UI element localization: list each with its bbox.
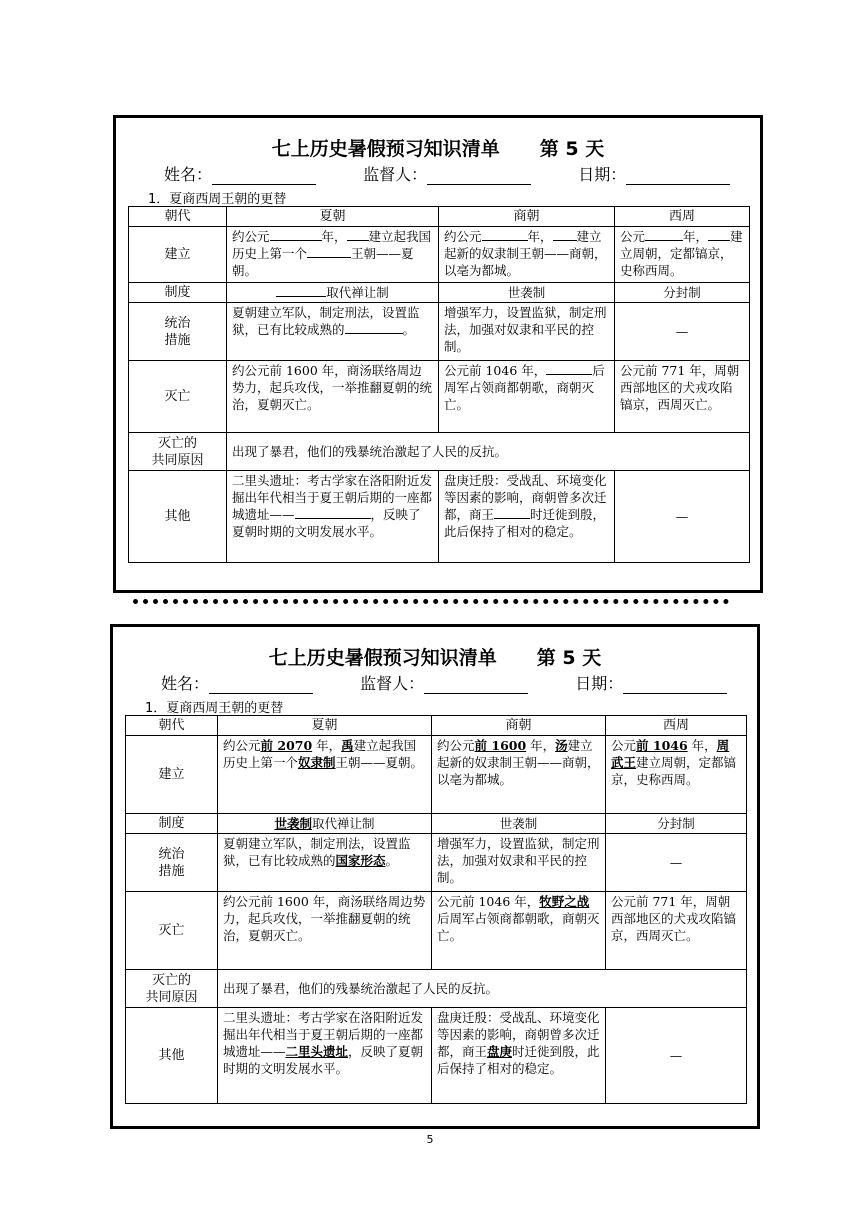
row-label-other: 其他: [126, 1008, 218, 1104]
table-row-measures: [126, 834, 747, 892]
section-heading: 1．夏商西周王朝的更替: [148, 192, 287, 207]
name-label: 姓名：: [161, 674, 210, 693]
blank[interactable]: [345, 321, 403, 334]
cell-xia-other: 二里头遗址：考古学家在洛阳附近发掘出年代相当于夏王朝后期的一座都城遗址——二里头遗址，反映了夏朝时期的文明发展水平。: [218, 1008, 432, 1104]
cell-xia-system: 世袭制取代禅让制: [218, 814, 432, 834]
table-row-other: [126, 1008, 747, 1104]
cell-xia-fall: 约公元前 1600 年，商汤联络周边势力，起兵攻伐，一举推翻夏朝的统治，夏朝灭亡。: [227, 361, 439, 433]
table-header-row: [126, 716, 747, 736]
supervisor-field[interactable]: [427, 170, 531, 185]
day-label: 第 5 天: [536, 647, 602, 669]
date-label: 日期：: [578, 165, 627, 184]
section-heading: 1．夏商西周王朝的更替: [145, 701, 284, 716]
table-row-system: [129, 283, 750, 303]
answer: 周武王: [611, 738, 730, 770]
cell-zhou-fall: 公元前 771 年，周朝西部地区的犬戎攻陷镐京，西周灭亡。: [606, 892, 747, 970]
blank[interactable]: [546, 362, 592, 375]
table-row-fall: [129, 361, 750, 433]
worksheet-blank: [113, 115, 763, 593]
table-row-founding: [126, 736, 747, 814]
cell-shang-fall: 公元前 1046 年， 后周军占领商都朝歌，商朝灭亡。: [439, 361, 615, 433]
header-dynasty: 朝代: [126, 716, 218, 736]
header-dynasty: 朝代: [129, 207, 227, 227]
blank[interactable]: [276, 284, 326, 297]
cell-zhou-system: 分封制: [615, 283, 750, 303]
cell-xia-fall: 约公元前 1600 年，商汤联络周边势力，起兵攻伐，一举推翻夏朝的统治，夏朝灭亡。: [218, 892, 432, 970]
day-label: 第 5 天: [539, 138, 605, 160]
header-xia: 夏朝: [227, 207, 439, 227]
table-row-common: [126, 970, 747, 1008]
header-zhou: 西周: [615, 207, 750, 227]
cell-common-cause: 出现了暴君，他们的残暴统治激起了人民的反抗。: [218, 970, 747, 1008]
blank[interactable]: [295, 506, 371, 519]
date-field[interactable]: [623, 679, 727, 694]
row-label-common: 灭亡的 共同原因: [126, 970, 218, 1008]
cell-shang-other: 盘庚迁殷：受战乱、环境变化等因素的影响，商朝曾多次迁都，商王盘庚时迁徙到殷，此后保持了相对的稳定。: [432, 1008, 606, 1104]
answer: 禹: [341, 738, 354, 753]
table-row-system: [126, 814, 747, 834]
cell-zhou-fall: 公元前 771 年，周朝西部地区的犬戎攻陷镐京，西周灭亡。: [615, 361, 750, 433]
row-label-system: 制度: [129, 283, 227, 303]
row-label-founding: 建立: [129, 227, 227, 283]
cell-xia-founding: 约公元 年， 建立起我国历史上第一个 王朝——夏朝。: [227, 227, 439, 283]
row-label-measures: 统治 措施: [126, 834, 218, 892]
name-field[interactable]: [209, 679, 313, 694]
name-field[interactable]: [212, 170, 316, 185]
answer: 前 2070: [260, 738, 313, 753]
row-label-measures: 统治 措施: [129, 303, 227, 361]
worksheet-title: [128, 134, 748, 162]
row-label-other: 其他: [129, 471, 227, 563]
cell-shang-system: 世袭制: [432, 814, 606, 834]
answer: 盘庚: [487, 1044, 513, 1059]
date-field[interactable]: [626, 170, 730, 185]
cell-xia-founding: 约公元前 2070 年，禹建立起我国历史上第一个奴隶制王朝——夏朝。: [218, 736, 432, 814]
header-shang: 商朝: [439, 207, 615, 227]
cell-shang-founding: 约公元 年， 建立起新的奴隶制王朝——商朝，以亳为都城。: [439, 227, 615, 283]
cell-xia-system: 取代禅让制: [227, 283, 439, 303]
name-label: 姓名：: [164, 165, 213, 184]
blank[interactable]: [645, 228, 683, 241]
table-row-common: [129, 433, 750, 471]
cell-xia-measures: 夏朝建立军队，制定刑法，设置监狱，已有比较成熟的国家形态。: [218, 834, 432, 892]
answer: 二里头遗址: [285, 1044, 349, 1059]
row-label-system: 制度: [126, 814, 218, 834]
header-zhou: 西周: [606, 716, 747, 736]
cell-shang-fall: 公元前 1046 年，牧野之战后周军占领商都朝歌，商朝灭亡。: [432, 892, 606, 970]
cell-common-cause: 出现了暴君，他们的残暴统治激起了人民的反抗。: [227, 433, 750, 471]
answer: 牧野之战: [539, 894, 590, 909]
table-row-fall: [126, 892, 747, 970]
cut-line-divider: [133, 599, 729, 604]
cell-zhou-other: —: [615, 471, 750, 563]
row-label-common: 灭亡的 共同原因: [129, 433, 227, 471]
cell-shang-measures: 增强军力，设置监狱，制定刑法，加强对奴隶和平民的控制。: [439, 303, 615, 361]
answer: 汤: [555, 738, 568, 753]
supervisor-label: 监督人：: [360, 674, 425, 693]
blank[interactable]: [708, 228, 730, 241]
blank[interactable]: [307, 245, 351, 258]
table-row-other: [129, 471, 750, 563]
cell-zhou-founding: 公元前 1046 年，周武王建立周朝，定都镐京，史称西周。: [606, 736, 747, 814]
header-xia: 夏朝: [218, 716, 432, 736]
cell-zhou-system: 分封制: [606, 814, 747, 834]
header-shang: 商朝: [432, 716, 606, 736]
title-text: 七上历史暑假预习知识清单: [271, 138, 500, 160]
answer: 国家形态: [335, 853, 386, 868]
blank[interactable]: [482, 228, 528, 241]
blank[interactable]: [270, 228, 322, 241]
cell-zhou-other: —: [606, 1008, 747, 1104]
cell-zhou-founding: 公元 年， 建立周朝，定都镐京，史称西周。: [615, 227, 750, 283]
table-header-row: [129, 207, 750, 227]
cell-zhou-measures: —: [615, 303, 750, 361]
meta-row: [161, 671, 745, 697]
row-label-fall: 灭亡: [126, 892, 218, 970]
dynasty-table: [128, 206, 750, 563]
blank[interactable]: [347, 228, 369, 241]
meta-row: [164, 162, 748, 188]
table-row-measures: [129, 303, 750, 361]
title-text: 七上历史暑假预习知识清单: [268, 647, 497, 669]
table-row-founding: [129, 227, 750, 283]
blank[interactable]: [553, 228, 577, 241]
cell-shang-system: 世袭制: [439, 283, 615, 303]
cell-shang-measures: 增强军力，设置监狱，制定刑法，加强对奴隶和平民的控制。: [432, 834, 606, 892]
answer: 前 1600: [474, 738, 527, 753]
supervisor-label: 监督人：: [363, 165, 428, 184]
cell-xia-measures: 夏朝建立军队，制定刑法，设置监狱，已有比较成熟的 。: [227, 303, 439, 361]
cell-shang-founding: 约公元前 1600 年，汤建立起新的奴隶制王朝——商朝，以亳为都城。: [432, 736, 606, 814]
answer: 前 1046: [636, 738, 688, 753]
supervisor-field[interactable]: [424, 679, 528, 694]
row-label-fall: 灭亡: [129, 361, 227, 433]
date-label: 日期：: [575, 674, 624, 693]
cell-shang-other: 盘庚迁殷：受战乱、环境变化等因素的影响，商朝曾多次迁都，商王 时迁徙到殷，此后保持了相对的稳定。: [439, 471, 615, 563]
dynasty-table-answers: [125, 715, 747, 1104]
page-number: 5: [426, 1133, 434, 1146]
answer: 世袭制: [274, 816, 312, 831]
cell-xia-other: 二里头遗址：考古学家在洛阳附近发掘出年代相当于夏王朝后期的一座都城遗址—— ，反映了夏朝时期的文明发展水平。: [227, 471, 439, 563]
worksheet-answers: [110, 624, 760, 1129]
answer: 奴隶制: [298, 755, 336, 770]
cell-zhou-measures: —: [606, 834, 747, 892]
blank[interactable]: [494, 506, 530, 519]
worksheet-title: [125, 643, 745, 671]
row-label-founding: 建立: [126, 736, 218, 814]
